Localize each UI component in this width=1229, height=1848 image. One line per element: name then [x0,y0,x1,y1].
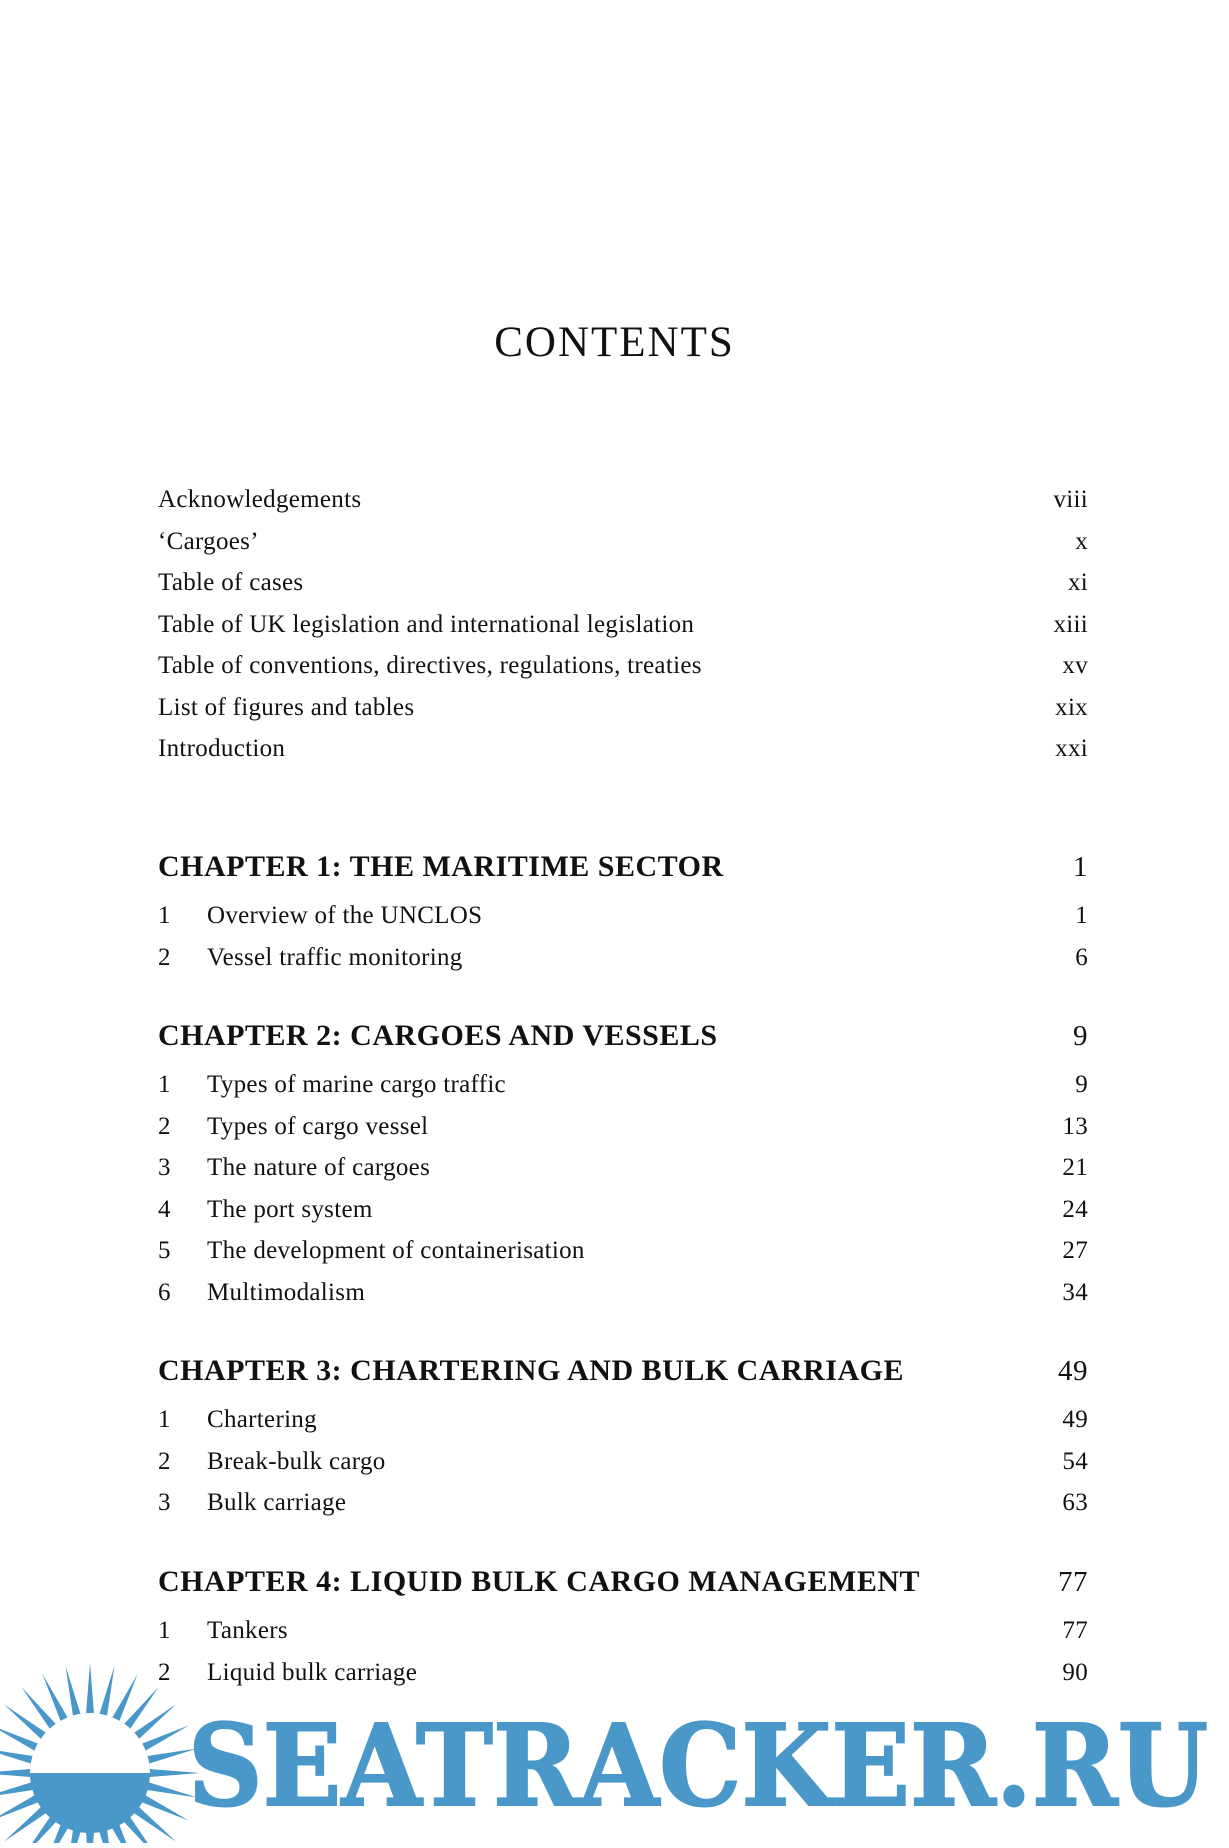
watermark-text: SEATRACKER.RU [188,1701,1208,1832]
section-label: The port system [207,1195,373,1223]
section-page: 63 [1062,1489,1088,1516]
toc-entry[interactable] [158,528,1088,570]
section-page: 13 [1062,1112,1088,1140]
section-number: 1 [158,1617,171,1644]
section-label: Tankers [207,1617,288,1644]
section-page: 9 [1075,1071,1088,1098]
section-page: 1 [1075,902,1088,929]
section-number: 2 [158,1658,171,1686]
section-entry[interactable] [158,1237,1088,1279]
section-page: 21 [1062,1154,1088,1181]
toc-entry[interactable] [158,735,1088,777]
front-matter-list [158,486,1088,777]
section-entry[interactable] [158,1489,1088,1531]
section-page: 24 [1062,1195,1088,1223]
section-number: 1 [158,902,171,929]
section-entry[interactable] [158,902,1088,944]
toc-entry-label: Introduction [158,735,286,762]
chapter-page: 49 [1058,1355,1088,1387]
section-number: 3 [158,1489,171,1516]
toc-entry-page: viii [1053,486,1088,513]
chapter-1-block [158,850,1088,985]
chapter-title: CHAPTER 3: CHARTERING AND BULK CARRIAGE [158,1354,905,1387]
chapter-heading[interactable] [158,1565,1088,1617]
section-page: 77 [1062,1617,1088,1644]
chapter-page: 1 [1073,851,1088,883]
section-page: 6 [1075,943,1088,971]
chapter-title: CHAPTER 1: THE MARITIME SECTOR [158,850,724,883]
section-label: Chartering [207,1406,317,1433]
page-title: CONTENTS [494,319,735,366]
section-label: Multimodalism [207,1278,366,1306]
sun-burst-icon [0,1663,200,1843]
section-label: Break-bulk cargo [207,1447,386,1475]
toc-entry-page: x [1075,527,1088,555]
section-number: 6 [158,1278,171,1306]
section-number: 2 [158,1447,171,1475]
section-page: 34 [1062,1278,1088,1306]
watermark [0,1655,1229,1843]
section-page: 49 [1062,1406,1088,1433]
toc-entry-page: xv [1062,652,1088,679]
section-label: Types of cargo vessel [207,1112,429,1140]
toc-entry-label: Table of conventions, directives, regulations, treaties [158,652,702,679]
section-number: 2 [158,1112,171,1140]
section-label: The development of containerisation [207,1237,585,1264]
section-entry[interactable] [158,1617,1088,1659]
section-label: Vessel traffic monitoring [207,943,463,971]
section-number: 3 [158,1154,171,1181]
section-label: Bulk carriage [207,1489,347,1516]
toc-entry[interactable] [158,652,1088,694]
chapter-3-block [158,1354,1088,1531]
toc-entry-page: xix [1055,693,1088,721]
toc-entry-page: xxi [1055,735,1088,762]
toc-entry-page: xi [1067,569,1088,596]
chapter-2-block [158,1019,1088,1320]
section-entry[interactable] [158,1113,1088,1155]
chapter-title: CHAPTER 4: LIQUID BULK CARGO MANAGEMENT [158,1565,921,1598]
section-page: 54 [1062,1447,1088,1475]
toc-entry[interactable] [158,569,1088,611]
section-entry[interactable] [158,1154,1088,1196]
section-label: The nature of cargoes [207,1154,431,1181]
section-label: Liquid bulk carriage [207,1658,418,1686]
toc-entry-label: Acknowledgements [158,486,362,513]
chapter-page: 77 [1058,1566,1088,1598]
section-entry[interactable] [158,1279,1088,1321]
chapter-page: 9 [1073,1020,1088,1052]
toc-entry[interactable] [158,694,1088,736]
section-number: 5 [158,1237,171,1264]
section-page: 27 [1062,1237,1088,1264]
section-label: Overview of the UNCLOS [207,902,483,929]
section-entry[interactable] [158,1071,1088,1113]
chapter-title: CHAPTER 2: CARGOES AND VESSELS [158,1019,718,1052]
toc-entry-label: Table of UK legislation and international legislation [158,610,695,638]
toc-entry-label: List of figures and tables [158,693,415,721]
chapter-heading[interactable] [158,850,1088,902]
chapter-heading[interactable] [158,1354,1088,1406]
chapter-heading[interactable] [158,1019,1088,1071]
section-page: 90 [1062,1658,1088,1686]
toc-entry[interactable] [158,611,1088,653]
toc-entry[interactable] [158,486,1088,528]
section-entry[interactable] [158,1448,1088,1490]
toc-entry-page: xiii [1053,610,1088,638]
toc-entry-label: Table of cases [158,569,304,596]
section-number: 4 [158,1195,171,1223]
watermark-logo [0,1655,1229,1843]
section-entry[interactable] [158,944,1088,986]
section-number: 2 [158,943,171,971]
section-number: 1 [158,1071,171,1098]
toc-entry-label: ‘Cargoes’ [158,527,259,555]
section-entry[interactable] [158,1406,1088,1448]
section-number: 1 [158,1406,171,1433]
section-entry[interactable] [158,1196,1088,1238]
section-label: Types of marine cargo traffic [207,1071,506,1098]
